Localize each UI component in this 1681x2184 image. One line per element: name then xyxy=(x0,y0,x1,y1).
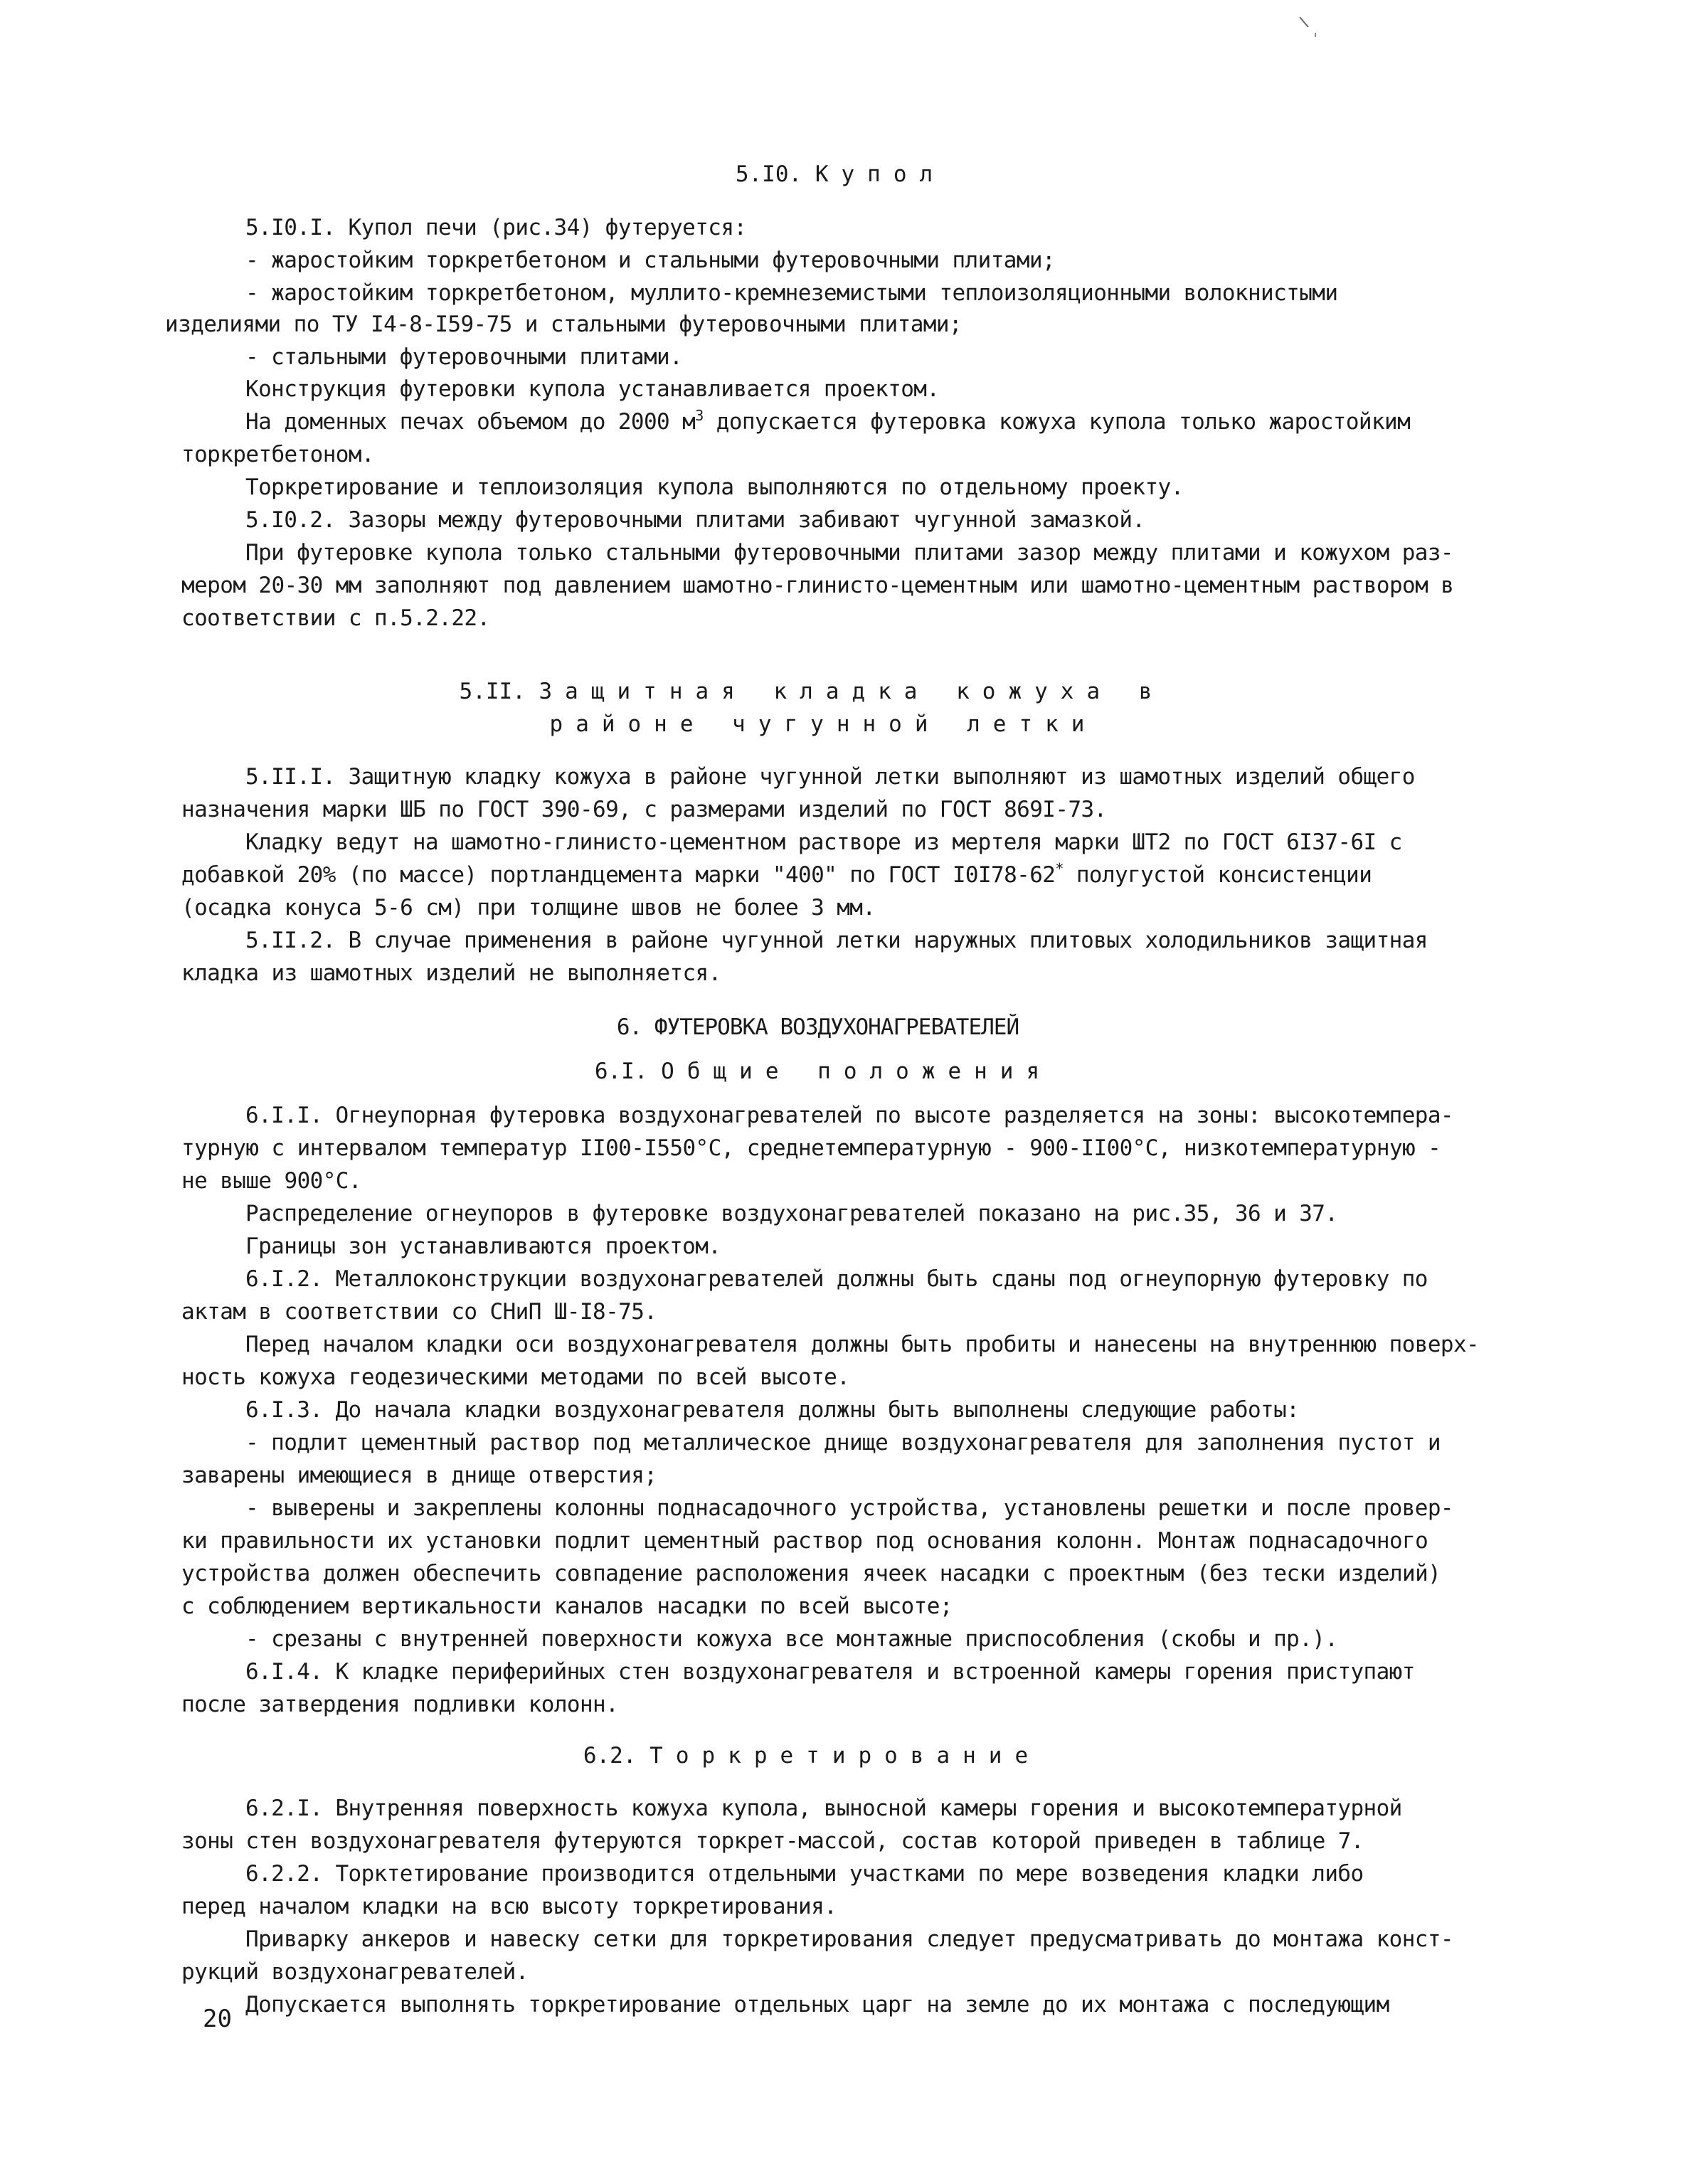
paragraph-line: 6.2.2. Торктетирование производится отдельными участками по мере возведения кладки либо xyxy=(245,1861,1364,1887)
paragraph-line: Кладку ведут на шамотно-глинисто-цементном растворе из мертеля марки ШТ2 по ГОСТ 6I37-6I с xyxy=(245,829,1402,855)
paragraph-line: зоны стен воздухонагревателя футеруются торкрет-массой, состав которой приведен в таблице 7. xyxy=(181,1828,1364,1854)
paragraph-line: мером 20-30 мм заполняют под давлением шамотно-глинисто-цементным или шамотно-цементным раствором в xyxy=(181,573,1454,598)
list-item: - выверены и закреплены колонны поднасадочного устройства, установлены решетки и после провер- xyxy=(245,1495,1453,1521)
paragraph-line: Приварку анкеров и навеску сетки для торкретирования следует предусматривать до монтажа конст- xyxy=(245,1926,1453,1952)
paragraph-line: Границы зон устанавливаются проектом. xyxy=(245,1234,721,1259)
paragraph-line: Торкретирование и теплоизоляция купола выполняются по отдельному проекту. xyxy=(245,475,1184,500)
paragraph-line: 6.I.3. До начала кладки воздухонагревателя должны быть выполнены следующие работы: xyxy=(245,1397,1300,1423)
paragraph-line: перед началом кладки на всю высоту торкретирования. xyxy=(181,1894,837,1919)
paragraph-line: назначения марки ШБ по ГОСТ 390-69, с размерами изделий по ГОСТ 869I-73. xyxy=(181,797,1107,822)
paragraph-line: При футеровке купола только стальными футеровочными плитами зазор между плитами и кожухом раз- xyxy=(245,540,1453,566)
paragraph-line: 5.I0.2. Зазоры между футеровочными плитами забивают чугунной замазкой. xyxy=(245,507,1145,533)
paragraph-line: 6.I.4. К кладке периферийных стен воздухонагревателя и встроенной камеры горения приступают xyxy=(245,1659,1415,1685)
paragraph-line: 6.I.I. Огнеупорная футеровка воздухонагревателей по высоте разделяется на зоны: высокотемпера- xyxy=(245,1103,1453,1128)
paragraph-line: актам в соответствии со СНиП Ш-I8-75. xyxy=(181,1299,657,1325)
paragraph-line: Перед началом кладки оси воздухонагревателя должны быть пробиты и нанесены на внутреннюю поверх- xyxy=(245,1332,1480,1357)
paragraph-line: 6.2.I. Внутренняя поверхность кожуха купола, выносной камеры горения и высокотемпературной xyxy=(245,1796,1402,1821)
paragraph-line: ки правильности их установки подлит цементный раствор под основания колонн. Монтаж поднасадочного xyxy=(181,1528,1428,1554)
paragraph-line: добавкой 20% (по массе) портландцемента марки "400" по ГОСТ I0I78-62* полугустой консистенции xyxy=(181,860,1372,888)
paragraph-line: ность кожуха геодезическими методами по всей высоте. xyxy=(181,1364,850,1390)
list-item: - срезаны с внутренней поверхности кожуха все монтажные приспособления (скобы и пр.). xyxy=(245,1626,1338,1652)
list-item: - жаростойким торкретбетоном, муллито-кремнеземистыми теплоизоляционными волокнистыми xyxy=(245,280,1338,306)
paragraph-line: рукций воздухонагревателей. xyxy=(181,1959,529,1985)
list-item: - подлит цементный раствор под металлическое днище воздухонагревателя для заполнения пустот и xyxy=(245,1430,1441,1456)
section-title-5-11: 5.II. Защитная кладка кожуха в xyxy=(459,679,1165,704)
paragraph-line: соответствии с п.5.2.22. xyxy=(181,605,490,631)
paragraph-line: На доменных печах объемом до 2000 $м^3$ допускается футеровка кожуха купола только жаростойким xyxy=(245,407,1411,435)
paragraph-line: турную с интервалом температур II00-I550°С, среднетемпературную - 900-II00°С, низкотемпературную - xyxy=(181,1135,1441,1161)
paragraph-line: 5.II.2. В случае применения в районе чугунной летки наружных плитовых холодильников защитная xyxy=(245,928,1428,953)
superscript: * xyxy=(1055,860,1064,877)
paragraph-line: (осадка конуса 5-6 см) при толщине швов не более 3 мм. xyxy=(181,895,876,921)
list-item: - стальными футеровочными плитами. xyxy=(245,344,683,370)
chapter-title-6: 6. ФУТЕРОВКА ВОЗДУХОНАГРЕВАТЕЛЕЙ xyxy=(616,1014,1019,1040)
paragraph-line: 5.II.I. Защитную кладку кожуха в районе чугунной летки выполняют из шамотных изделий общего xyxy=(245,764,1415,790)
paragraph-line: 6.I.2. Металлоконструкции воздухонагревателей должны быть сданы под огнеупорную футеровку по xyxy=(245,1266,1428,1292)
section-title-6-2: 6.2. Торкретирование xyxy=(583,1743,1041,1769)
paragraph-line: не выше 900°С. xyxy=(181,1168,361,1194)
paragraph-line: Распределение огнеупоров в футеровке воздухонагревателей показано на рис.35, 36 и 37. xyxy=(245,1201,1338,1226)
paragraph-line: устройства должен обеспечить совпадение расположения ячеек насадки с проектным (без тески изделий) xyxy=(181,1561,1441,1586)
paragraph-line: Конструкция футеровки купола устанавливается проектом. xyxy=(245,376,940,402)
paragraph-line: 5.I0.I. Купол печи (рис.34) футеруется: xyxy=(245,215,747,240)
section-title-5-10: 5.I0. Купол xyxy=(735,161,946,187)
section-title-5-11-line2: районе чугунной летки xyxy=(549,711,1098,737)
scan-mark xyxy=(1315,33,1316,37)
paragraph-line: изделиями по ТУ I4-8-I59-75 и стальными футеровочными плитами; xyxy=(165,312,962,337)
section-title-6-1: 6.I. Общие положения xyxy=(594,1059,1053,1084)
paragraph-line: торкретбетоном. xyxy=(181,442,374,467)
paragraph-line: после затвердения подливки колонн. xyxy=(181,1692,619,1717)
paragraph-line: с соблюдением вертикальности каналов насадки по всей высоте; xyxy=(181,1594,953,1619)
paragraph-line: Допускается выполнять торкретирование отдельных царг на земле до их монтажа с последующим xyxy=(245,1992,1389,2018)
paragraph-line: кладка из шамотных изделий не выполняется. xyxy=(181,960,721,986)
paragraph-line: заварены имеющиеся в днище отверстия; xyxy=(181,1463,657,1488)
list-item: - жаростойким торкретбетоном и стальными футеровочными плитами; xyxy=(245,248,1056,273)
superscript: 3 xyxy=(695,407,704,424)
page-number: 20 xyxy=(203,2005,232,2033)
scan-mark xyxy=(1299,16,1308,27)
